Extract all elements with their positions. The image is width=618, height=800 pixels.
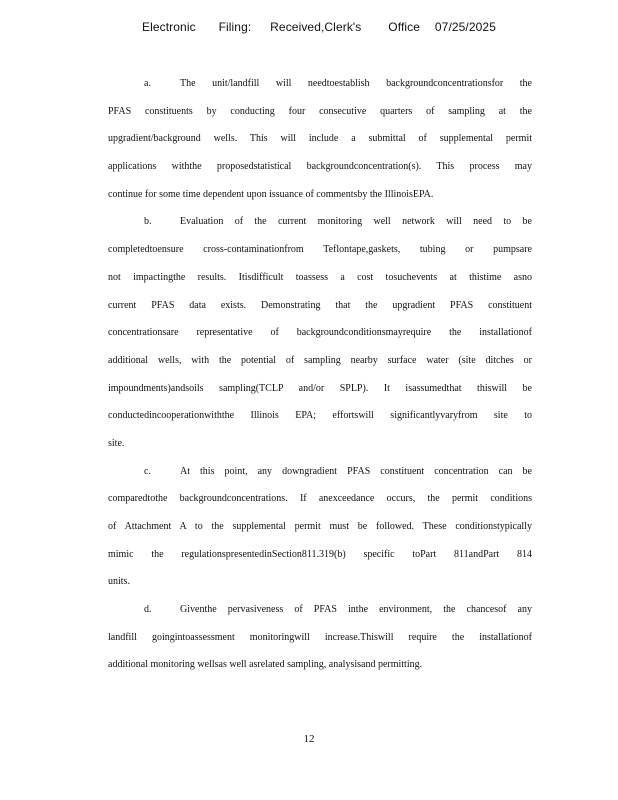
paragraph-line: units. [108, 576, 130, 588]
paragraph-c [108, 458, 532, 596]
paragraph-label: b. [144, 216, 152, 228]
paragraph-label: d. [144, 604, 152, 616]
paragraph-line: comparedtothe backgroundconcentrations. If anexceedance occurs, the permit conditions [108, 493, 532, 505]
paragraph-label: a. [144, 78, 151, 89]
paragraph-line: applications withthe proposedstatistical backgroundconcentration(s). This process may [108, 161, 532, 173]
paragraph-d [108, 596, 532, 679]
page-number: 12 [303, 733, 315, 745]
paragraph-line: site. [108, 437, 125, 449]
paragraph-line [108, 596, 532, 624]
line-text: At this point, any downgradient PFAS constituent concentration can be [180, 465, 532, 477]
paragraph-line: not impactingthe results. Itisdifficult toassess a cost tosuchevents at thistime asno [108, 271, 532, 283]
paragraph-line: landfill goingintoassessment monitoringwill increase.Thiswill require the installationof [108, 631, 532, 643]
paragraph-line: upgradient/background wells. This will include a submittal of supplemental permit [108, 133, 532, 145]
line-text: The unit/landfill will needtoestablish backgroundconcentrationsfor the [180, 78, 532, 89]
filing-header [142, 20, 496, 34]
header-filing: Filing: [218, 20, 252, 34]
header-received: Received,Clerk's [270, 20, 362, 34]
paragraph-line [108, 70, 532, 98]
paragraph-line: additional monitoring wellsas well asrelated sampling, analysisand permitting. [108, 659, 423, 671]
paragraph-a [108, 70, 532, 208]
paragraph-line: of Attachment A to the supplemental permit must be followed. These conditionstypically [108, 521, 532, 532]
paragraph-line: additional wells, with the potential of sampling nearby surface water (site ditches or [108, 354, 532, 366]
paragraph-line: PFAS constituents by conducting four consecutive quarters of sampling at the [108, 105, 532, 117]
paragraph-line: current PFAS data exists. Demonstrating that the upgradient PFAS constituent [108, 299, 532, 311]
paragraph-line: continue for some time dependent upon issuance of commentsby the IllinoisEPA. [108, 188, 434, 200]
paragraph-b [108, 208, 532, 457]
header-electronic: Electronic [142, 20, 196, 34]
paragraph-line: completedtoensure cross-contaminationfrom Teflontape,gaskets, tubing or pumpsare [108, 244, 532, 256]
paragraph-line: mimic the regulationspresentedinSection811.319(b) specific toPart 811andPart 814 [108, 548, 532, 560]
paragraph-line [108, 208, 532, 236]
paragraph-line [108, 458, 532, 486]
header-office: Office [388, 20, 421, 34]
line-text: Evaluation of the current monitoring well network will need to be [180, 216, 532, 228]
document-body [108, 70, 532, 679]
paragraph-line: conductedincooperationwiththe Illinois EPA; effortswill significantlyvaryfrom site to [108, 410, 532, 422]
paragraph-label: c. [144, 465, 151, 477]
paragraph-line: impoundments)andsoils sampling(TCLP and/or SPLP). It isassumedthat thiswill be [108, 382, 532, 394]
line-text: Giventhe pervasiveness of PFAS inthe environment, the chancesof any [180, 604, 532, 616]
header-date: 07/25/2025 [434, 20, 496, 34]
paragraph-line: concentrationsare representative of backgroundconditionsmayrequire the installationof [108, 327, 532, 339]
